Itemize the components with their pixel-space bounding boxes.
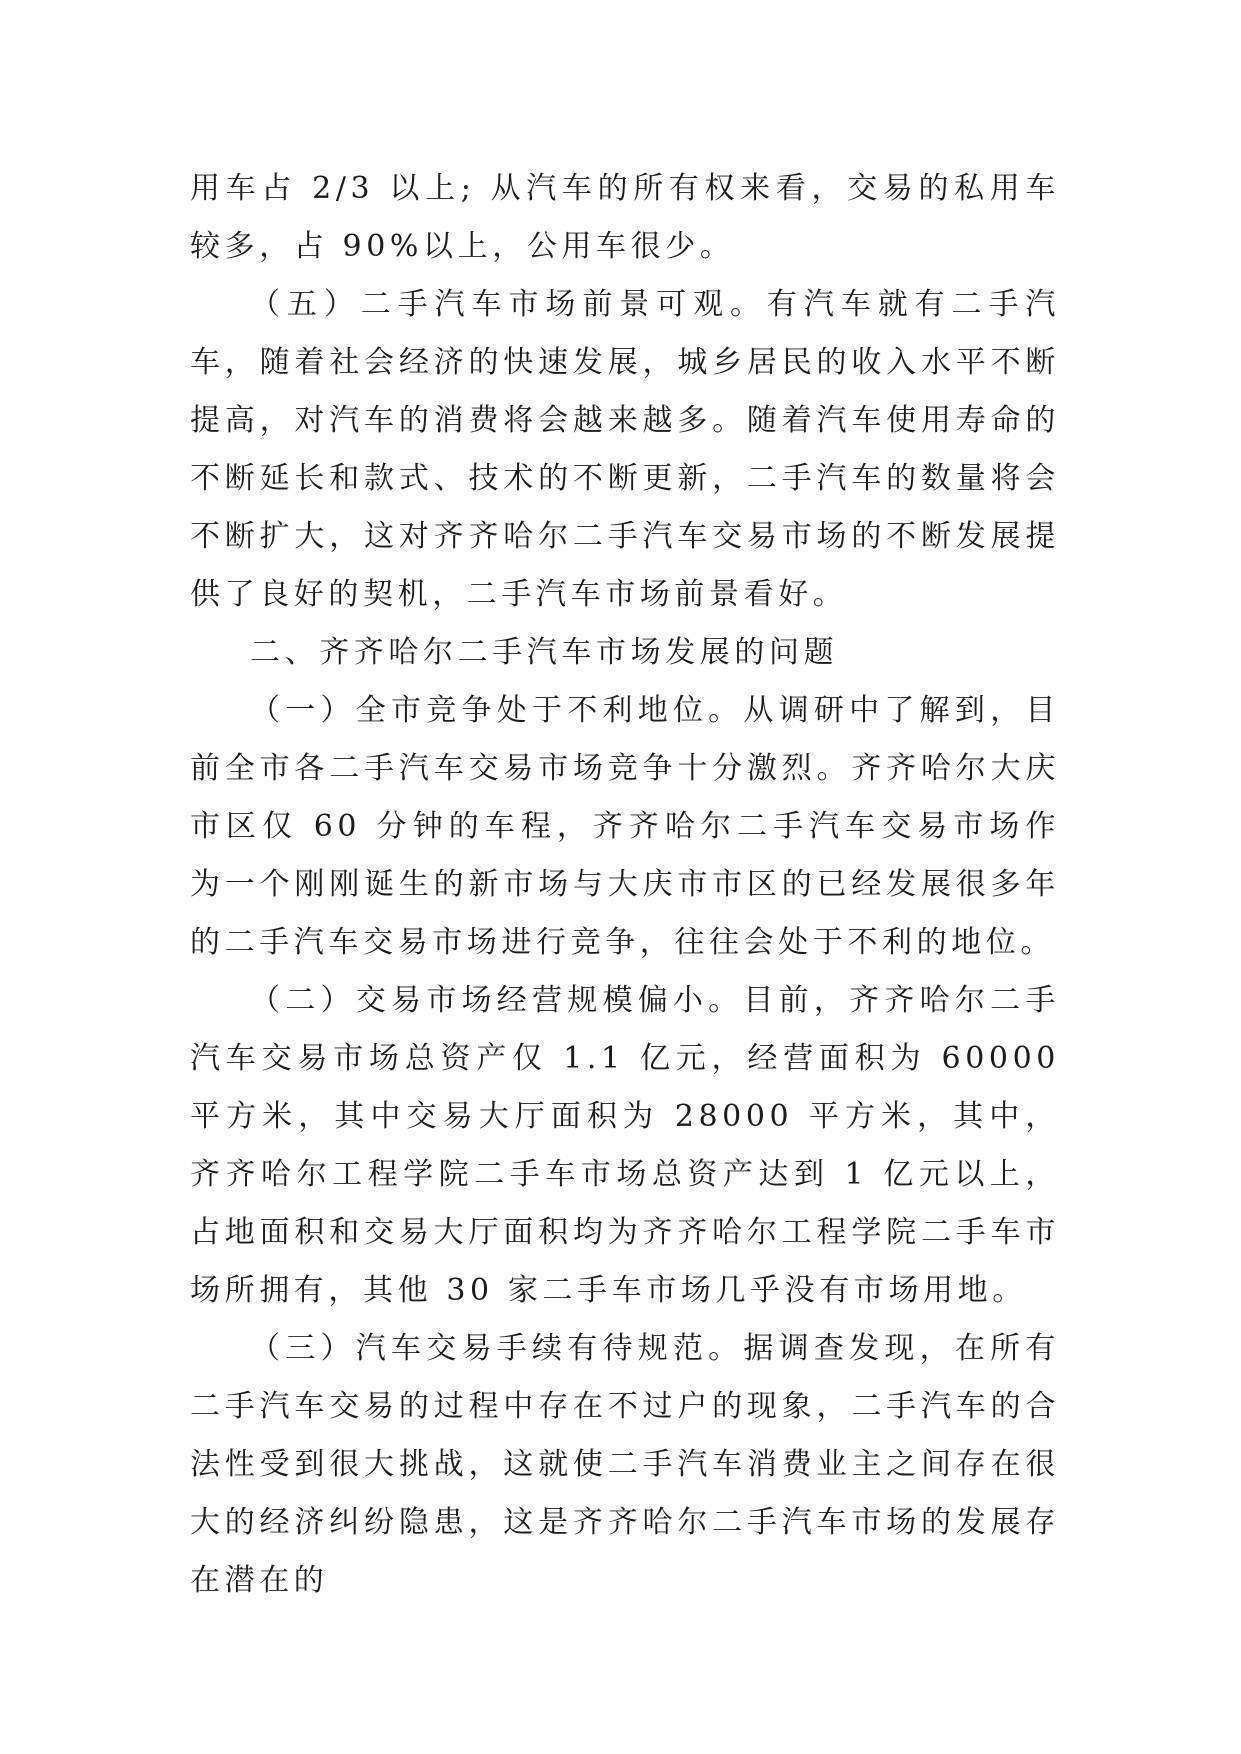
paragraph-problem-2: （二）交易市场经营规模偏小。目前，齐齐哈尔二手汽车交易市场总资产仅 1.1 亿元，经营面积为 60000 平方米，其中交易大厅面积为 28000 平方米，其中，齐齐哈尔工程学院二手车市场总资产达到 1 亿元以上，占地面积和交易大厅面积均为齐齐哈尔工程学院二手车市场所拥有，其他 30 家二手车市场几乎没有市场用地。 <box>190 983 1060 1308</box>
document-body <box>190 160 1060 1610</box>
paragraph-continuation: 用车占 2/3 以上; 从汽车的所有权来看，交易的私用车较多，占 90%以上，公用车很少。 <box>190 171 1060 264</box>
paragraph-problem-3: （三）汽车交易手续有待规范。据调查发现，在所有二手汽车交易的过程中存在不过户的现象，二手汽车的合法性受到很大挑战，这就使二手汽车消费业主之间存在很大的经济纠纷隐患，这是齐齐哈尔二手汽车市场的发展存在潜在的 <box>190 1331 1060 1598</box>
paragraph-problem-1: （一）全市竞争处于不利地位。从调研中了解到，目前全市各二手汽车交易市场竞争十分激烈。齐齐哈尔大庆市区仅 60 分钟的车程，齐齐哈尔二手汽车交易市场作为一个刚刚诞生的新市场与大庆市市区的已经发展很多年的二手汽车交易市场进行竞争，往往会处于不利的地位。 <box>190 693 1060 960</box>
paragraph-section-5: （五）二手汽车市场前景可观。有汽车就有二手汽车，随着社会经济的快速发展，城乡居民的收入水平不断提高，对汽车的消费将会越来越多。随着汽车使用寿命的不断延长和款式、技术的不断更新，二手汽车的数量将会不断扩大，这对齐齐哈尔二手汽车交易市场的不断发展提供了良好的契机，二手汽车市场前景看好。 <box>190 287 1060 612</box>
section-heading-2: 二、齐齐哈尔二手汽车市场发展的问题 <box>250 635 839 670</box>
